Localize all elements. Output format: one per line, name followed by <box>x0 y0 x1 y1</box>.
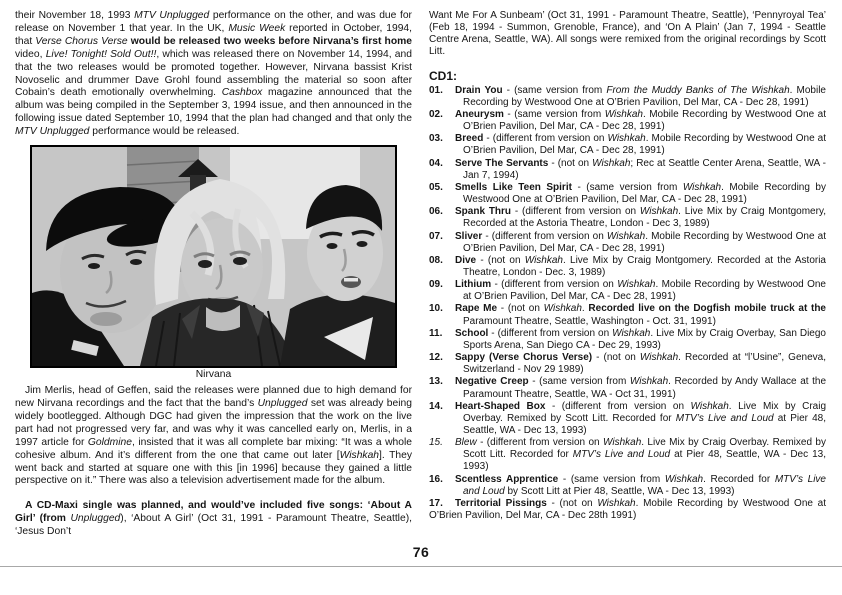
text-segment: magazine announced that the album was being compiled in the September 3, 1994 issue, and then announced in the following issue dated September 10, 1994 that the plan had changed and that only the <box>15 87 412 125</box>
track-number: 01. <box>429 84 443 96</box>
text-segment: would be released two weeks before Nirvana’s first home <box>130 35 412 47</box>
text-segment: . Mobile Recording by Westwood One at O’Brien Pavilion, Del Mar, CA - Dec 28, 1991) <box>463 133 826 157</box>
text-segment: . Recorded at “l’Usine”, Geneva, Switzerland - Nov 29 1989) <box>463 352 826 376</box>
text-segment: at Pier 48, Seattle, WA - Dec 13, 1993) <box>463 449 826 473</box>
text-segment: - (not on <box>546 497 598 509</box>
text-segment: MTV Unplugged <box>15 126 90 138</box>
track-title: Lithium <box>455 279 492 291</box>
text-segment: - (same version from <box>502 84 607 96</box>
track-item <box>429 109 826 133</box>
text-segment: Unplugged <box>70 513 121 525</box>
track-item <box>429 328 826 352</box>
text-segment: , which was released there on November 14, 1994, and that the two releases would be promoted together. However, Nirvana bassist Krist Novoselic and drummer Dave Grohl found assembling the material so soon after Cobain’s death emotionally overwhelming. <box>15 48 412 99</box>
track-number: 03. <box>429 133 443 145</box>
track-title: Sliver <box>455 230 483 242</box>
track-list <box>429 85 826 523</box>
track-number: 07. <box>429 230 443 242</box>
track-number: 15. <box>429 437 443 449</box>
track-item <box>429 303 826 327</box>
track-number: 16. <box>429 473 443 485</box>
text-segment: performance on the other, and was due for release on November 1 that year. In the UK, <box>15 10 412 34</box>
text-segment: Wishkah <box>524 254 563 266</box>
text-segment: Music Week <box>228 22 286 34</box>
text-segment: Wishkah <box>639 206 679 218</box>
track-number: 09. <box>429 279 443 291</box>
text-segment: - (different from version on <box>482 230 607 242</box>
text-segment: Wishkah <box>339 449 380 461</box>
text-segment: Wishkah <box>664 473 704 485</box>
text-segment: Want Me For A Sunbeam’ (Oct 31, 1991 - Paramount Theatre, Seattle), ‘Pennyroyal Tea’ (Feb 18, 1994 - Summon, Grenoble, France), and ‘On A Plain’ (Jan 7, 1994 - Seattle Centre Arena, Seattle, WA). All songs were remixed from the original recordings by Scott Litt. <box>429 10 826 58</box>
track-number: 04. <box>429 157 443 169</box>
text-segment: Wishkah <box>617 279 656 291</box>
track-title: Dive <box>455 254 477 266</box>
text-segment: reported in October, 1994, that <box>15 22 413 47</box>
text-segment: . <box>581 303 589 315</box>
text-segment: set was already being widely bootlegged. Although DGC had given the impression that the work on the live part had not progressed very far, and was why it was cancelled early on, Merlis, in a 1997 article for <box>15 397 412 448</box>
text-segment: . Mobile Recording by Westwood One at O’Brien Pavilion, Del Mar, CA - Dec 28th 1991) <box>429 497 826 522</box>
track-title: School <box>455 327 489 339</box>
text-segment: . Mobile Recording by Westwood One at O’Brien Pavilion, Del Mar, CA - Dec 28, 1991) <box>463 230 826 254</box>
text-segment: . Recorded by Andy Wallace at the Paramount Theatre, Seattle, WA - Oct 31, 1991) <box>463 376 827 400</box>
text-segment: Goldmine <box>87 436 132 448</box>
text-segment: Jim Merlis, head of Geffen, said the releases were planned due to high demand for new Nirvana recordings and the fact that the band’s <box>15 385 412 409</box>
nirvana-photo <box>30 145 397 382</box>
track-item <box>429 133 826 157</box>
track-number: 13. <box>429 376 443 388</box>
text-segment: . Mobile Recording by Westwood One at O’Brien Pavilion, Del Mar, CA - Dec 28, 1991) <box>463 84 826 108</box>
text-segment: . Live Mix by Craig Montgomery. Recorded at the Astoria Theatre, London - Dec. 3, 1989) <box>463 254 826 278</box>
text-segment: Wishkah <box>604 108 643 120</box>
text-segment: From the Muddy Banks of The Wishkah <box>606 84 790 96</box>
track-title: Negative Creep <box>455 376 529 388</box>
text-segment: - (not on <box>548 157 593 169</box>
text-segment: - (same version from <box>503 108 605 120</box>
track-number: 06. <box>429 206 443 218</box>
text-segment: Cashbox <box>221 87 263 99</box>
text-segment: . Mobile Recording by Westwood One at O’Brien Pavilion, Del Mar, CA - Dec 28, 1991) <box>463 279 826 303</box>
text-segment: Paramount Theatre, Seattle, Washington - Oct. 31, 1991) <box>463 315 716 327</box>
text-segment: Wishkah <box>606 230 646 242</box>
text-segment: A CD-Maxi single was planned, and would’ve included five songs: ‘About A Girl’ (from <box>15 500 412 525</box>
right-column <box>429 10 826 522</box>
cd1-heading: CD1: <box>429 68 458 83</box>
text-segment: Wishkah <box>597 497 636 509</box>
text-segment: Live! Tonight! Sold Out!! <box>45 48 157 60</box>
track-title: Rape Me <box>455 303 498 315</box>
text-segment: - (same version from <box>558 473 665 485</box>
body-paragraph <box>15 10 412 139</box>
text-segment: . Live Mix by Craig Overbay. Remixed by Scott Litt. Recorded for <box>463 437 826 461</box>
text-segment: Verse Chorus Verse <box>35 35 128 47</box>
track-number: 14. <box>429 400 443 412</box>
text-segment: MTV’s Live and Loud <box>572 449 671 461</box>
text-segment: - (different from version on <box>511 206 640 218</box>
track-number: 02. <box>429 108 443 120</box>
text-segment: MTV Unplugged <box>134 10 210 21</box>
photo-caption: Nirvana <box>195 369 232 381</box>
text-segment: Wishkah <box>607 133 646 145</box>
track-title: Smells Like Teen Spirit <box>455 181 572 193</box>
body-paragraph <box>15 500 412 539</box>
text-segment: ]. They went back and started at square one with this [in 1996] because they gained a little perspective on it.” There was also a television advertisement made for the album. <box>15 449 412 487</box>
text-segment: at Pier 48, Seattle, WA - Dec 13, 1993) <box>463 412 827 436</box>
text-segment: - (different from version on <box>488 327 613 339</box>
text-segment: - (not on <box>476 254 525 266</box>
text-segment: Recorded live on the Dogfish mobile truck at the <box>588 303 826 315</box>
track-item <box>429 206 826 230</box>
track-item <box>429 158 826 182</box>
text-segment: Wishkah <box>543 303 582 315</box>
nirvana-photo-frame <box>30 145 397 368</box>
left-column <box>15 10 412 539</box>
track-item <box>429 437 826 473</box>
text-segment: - (same version from <box>528 376 630 388</box>
paragraph-spacer <box>15 488 412 500</box>
track-item <box>429 231 826 255</box>
text-segment: . Live Mix by Craig Montgomery, Recorded at the Astoria Theatre, London - Dec 3, 1989) <box>463 206 826 230</box>
track-number: 08. <box>429 254 443 266</box>
text-segment: - (different from version on <box>476 437 603 449</box>
body-paragraph <box>429 10 826 59</box>
track-title: Drain You <box>455 84 503 96</box>
text-segment: MTV’s Live and Loud <box>675 412 774 424</box>
track-title: Territorial Pissings <box>455 497 547 509</box>
track-item <box>429 352 826 376</box>
track-item <box>429 85 826 109</box>
text-segment: - (same version from <box>571 181 683 193</box>
track-number: 11. <box>429 327 443 339</box>
track-title: Sappy (Verse Chorus Verse) <box>455 352 593 364</box>
track-title: Breed <box>455 133 484 145</box>
text-segment: - (not on <box>592 352 640 364</box>
track-title: Spank Thru <box>455 206 512 218</box>
text-segment: Wishkah <box>612 327 651 339</box>
text-segment: their November 18, 1993 <box>15 10 135 21</box>
track-number: 12. <box>429 352 443 364</box>
text-segment: by Scott Litt at Pier 48, Seattle, WA - Dec 13, 1993) <box>504 485 735 497</box>
text-segment: , insisted that it was all complete bar mixing: “It was a whole cohesive album. And it’s different from the one that came out later [ <box>15 436 412 461</box>
text-segment: - (different from version on <box>491 279 618 291</box>
track-title: Blew <box>455 437 477 449</box>
text-segment: video, <box>15 48 46 60</box>
track-title: Heart-Shaped Box <box>455 400 546 412</box>
track-number: 05. <box>429 181 443 193</box>
track-item <box>429 376 826 400</box>
nirvana-photo-image <box>32 147 395 366</box>
text-segment: Wishkah <box>682 181 722 193</box>
track-item <box>429 498 826 522</box>
track-item <box>429 182 826 206</box>
page-number: 76 <box>412 544 430 560</box>
text-segment: Wishkah <box>690 400 729 412</box>
text-segment: - (not on <box>497 303 544 315</box>
text-segment: Wishkah <box>629 376 669 388</box>
track-title: Scentless Apprentice <box>455 473 559 485</box>
track-number: 17. <box>429 497 443 509</box>
track-item <box>429 279 826 303</box>
text-segment: ; Rec at Seattle Center Arena, Seattle, WA - Jan 7, 1994) <box>463 157 826 181</box>
text-segment: . Live Mix by Craig Overbay. Remixed by Scott Litt. Recorded for <box>463 400 827 424</box>
text-segment: ), ‘About A Girl’ (Oct 31, 1991 - Paramount Theatre, Seattle), ‘Jesus Don’t <box>15 513 412 538</box>
body-paragraph <box>15 385 412 488</box>
text-segment: performance would be released. <box>89 126 240 138</box>
track-item <box>429 474 826 498</box>
text-segment: Wishkah <box>603 437 642 449</box>
track-title: Serve The Servants <box>455 157 549 169</box>
text-segment: . Recorded for <box>703 473 775 485</box>
track-title: Aneurysm <box>455 108 504 120</box>
text-segment: . Mobile Recording by Westwood One at O’Brien Pavilion, Del Mar, CA - Dec 28, 1991) <box>463 181 826 206</box>
page-bottom-rule <box>0 566 842 567</box>
text-segment: MTV’s Live and Loud <box>463 473 826 497</box>
text-segment: Wishkah <box>639 352 679 364</box>
text-segment: Unplugged <box>257 397 308 409</box>
text-segment: - (different from version on <box>545 400 691 412</box>
text-segment: Wishkah <box>592 157 631 169</box>
track-item <box>429 255 826 279</box>
text-segment: - (different from version on <box>483 133 608 145</box>
text-segment: . Live Mix by Craig Overbay, San Diego Sports Arena, San Diego CA - Dec 29, 1993) <box>463 327 826 351</box>
track-item <box>429 401 826 437</box>
track-number: 10. <box>429 303 443 315</box>
text-segment: . Mobile Recording by Westwood One at O’Brien Pavilion, Del Mar, CA - Dec 28, 1991) <box>463 108 826 133</box>
